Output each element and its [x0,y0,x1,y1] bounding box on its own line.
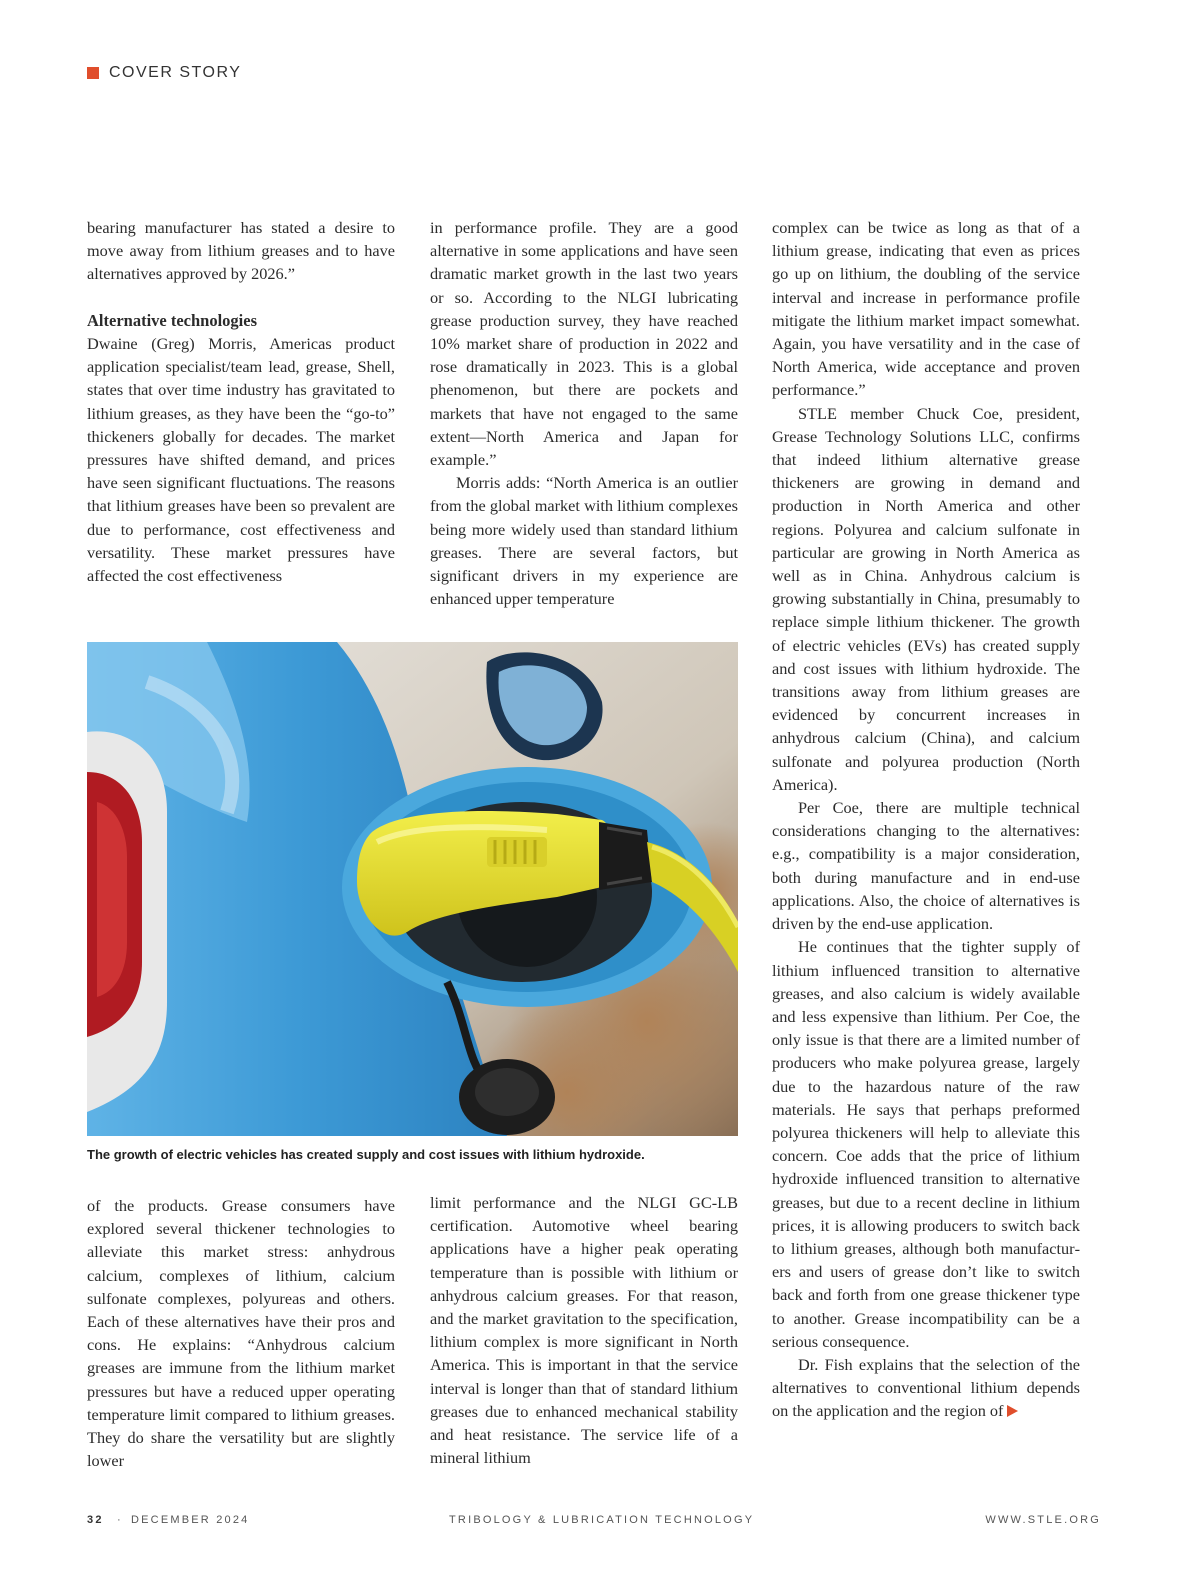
subheading: Alternative technologies [87,310,258,330]
ev-charging-photo [87,642,738,1136]
paragraph: Per Coe, there are multiple technical considerations changing to the alternatives: e.g., compatibility is a major consideration, both during manufacture and in end-use applications. Also, the choice of alternatives is driven by the end-use application. [772,798,1080,934]
paragraph-spacer [87,286,395,309]
column-2-top [430,216,738,610]
page-footer [87,1514,1101,1528]
paragraph: He continues that the tighter supply of lithium influenced transition to alternative greases, and also calcium is widely available and less expensive than lithium. Per Coe, the only issue is that there are a limited number of producers who make polyurea grease, largely due to the hazardous nature of the raw materials. He says that perhaps preformed polyurea thickeners will help to alleviate this concern. Coe adds that the price of lithium hydroxide influenced transition to alternative greases, but due to a recent decline in lithium prices, it is allowing producers to switch back to lithium greases, although both manufacturers and users of grease don’t like to switch back and forth from one grease thickener type to another. Grease incompatibility can be a serious consequence. [772,937,1080,1351]
paragraph: bearing manufacturer has stated a desire to move away from lithium greases and to have alternatives approved by 2026.” [87,218,395,284]
arrow-right-icon [1007,1405,1018,1417]
magazine-title: TRIBOLOGY & LUBRICATION TECHNOLOGY [449,1514,755,1526]
section-marker-square [87,67,99,79]
photo-caption: The growth of electric vehicles has created supply and cost issues with lithium hydroxide. [87,1147,645,1162]
paragraph: Morris adds: “North America is an outlier from the global market with lithium complexes being more widely used than standard lithium greases. There are several factors, but significant drivers in my experience are enhanced upper temperature [430,473,738,609]
column-1-top [87,216,395,587]
column-2-bottom [430,1191,738,1469]
paragraph: STLE member Chuck Coe, president, Grease Technology Solutions LLC, confirms that indeed lithium alternative grease thickeners are growing in demand and production in North America and other regions. Polyurea and calcium sulfonate in particular are growing in North America as well as in China. Anhydrous calcium is growing substantially in China, presumably to replace simple lithium thickener. The growth of electric vehicles (EVs) has created supply and cost issues with lithium hydroxide. The transitions away from lithium greases are evidenced by concurrent increases in anhydrous calcium (China), and calcium sulfonate and polyurea production (North America). [772,403,1080,794]
column-3 [772,216,1080,1423]
column-1-bottom [87,1194,395,1472]
issue-date: DECEMBER 2024 [131,1514,250,1526]
paragraph-text: Dr. Fish explains that the selection of the alternatives to conventional lithium depends on the application and the region of [772,1354,1080,1421]
page-number: 32 [87,1514,104,1526]
paragraph: complex can be twice as long as that of a lithium grease, indicating that even as prices go up on lithium, the doubling of the service interval and increase in performance profile mitigate the lithium market impact somewhat. Again, you have versatility and in the case of North America, wide acceptance and proven performance.” [772,218,1080,400]
paragraph: Dwaine (Greg) Morris, Americas product application specialist/team lead, grease, Shell, states that over time industry has gravitated to lithium greases, as they have been the “go-to” thickeners globally for decades. The market pressures have shifted demand, and prices have seen significant fluctuations. The reasons that lithium greases have been so prevalent are due to performance, cost effectiveness and versatility. These market pressures have affected the cost effectiveness [87,334,395,586]
paragraph-last [772,1353,1080,1423]
section-tag [87,64,241,82]
paragraph: in performance profile. They are a good alternative in some applications and have seen dramatic market growth in the last two years or so. According to the NLGI lubricating grease production survey, they have reached 10% market share of production in 2022 and rose dramatically in 2023. This is a global phenomenon, but there are pockets and markets that have not engaged to the same extent—North America and Japan for example.” [430,218,738,470]
website-url: WWW.STLE.ORG [985,1514,1101,1526]
paragraph: limit performance and the NLGI GC-LB certification. Automotive wheel bearing applications have a higher peak operating temperature than is possible with lithium or anhydrous calcium greases. For that reason, and the market gravitation to the specification, lithium complex is more significant in North America. This is important in that the service interval is longer than that of standard lithium greases due to enhanced mechanical stability and heat resistance. The service life of a mineral lithium [430,1193,738,1468]
footer-separator: · [117,1514,123,1526]
paragraph: of the products. Grease consumers have explored several thickener technologies to alleviate this market stress: anhydrous calcium, complexes of lithium, calcium sulfonate complexes, polyureas and others. Each of these alternatives have their pros and cons. He explains: “Anhydrous calcium greases are immune from the lithium market pressures but have a reduced upper operating temperature limit compared to lithium greases. They do share the versatility but are slightly lower [87,1196,395,1471]
section-label: COVER STORY [109,64,242,81]
